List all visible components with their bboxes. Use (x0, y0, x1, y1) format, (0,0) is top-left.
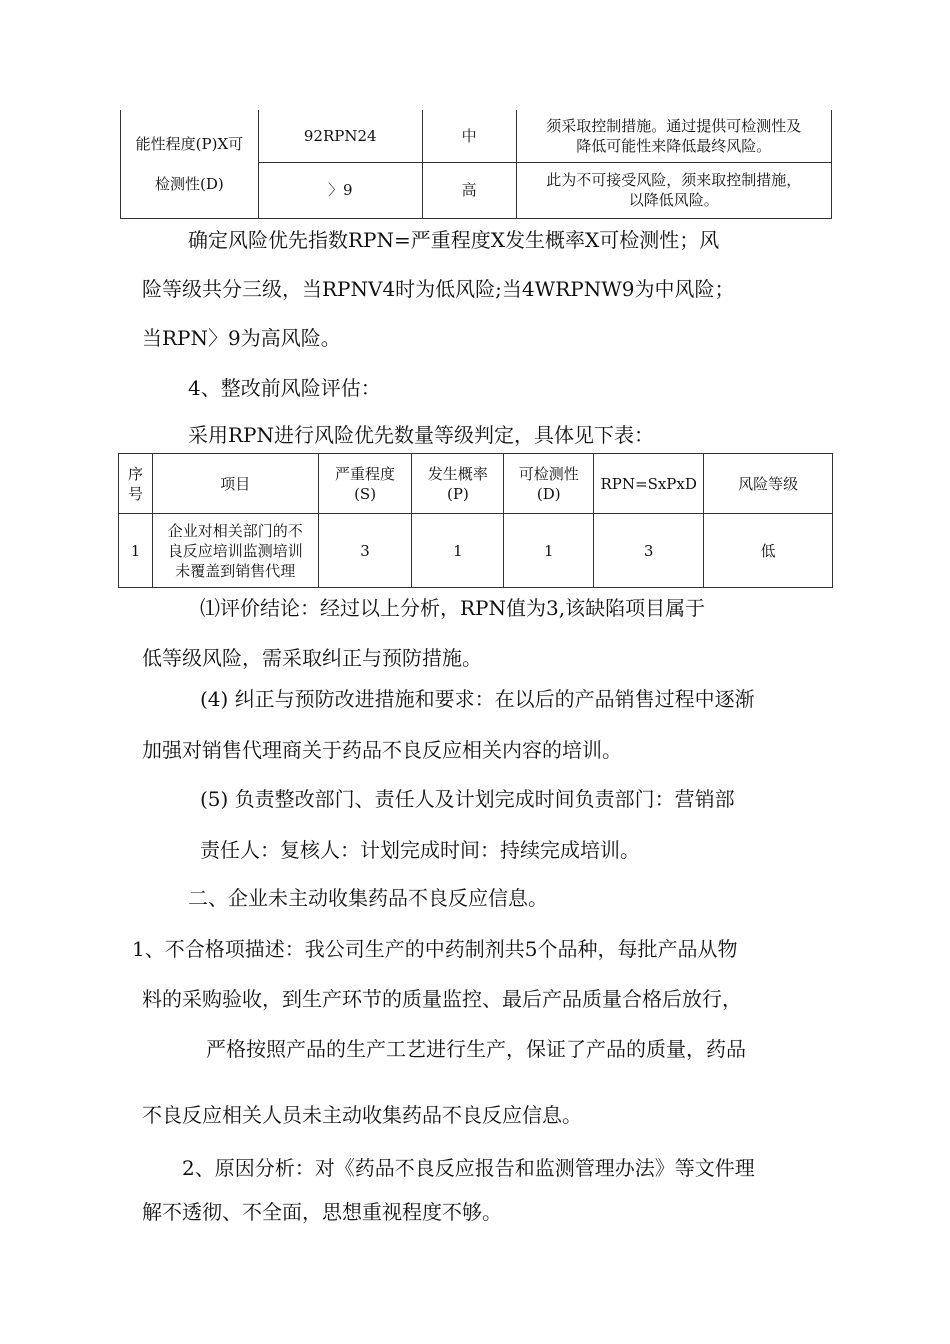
section-heading: 二、企业未主动收集药品不良反应信息。 (188, 886, 548, 910)
header-probability-line: (P) (447, 484, 469, 503)
paragraph-line: 当RPN〉9为高风险。 (142, 326, 341, 350)
section-heading: 4、整改前风险评估： (188, 376, 381, 400)
paragraph-line: 解不透彻、不全面，思想重视程度不够。 (142, 1200, 502, 1224)
paragraph-line: ⑴评价结论：经过以上分析，RPN值为3,该缺陷项目属于 (200, 596, 706, 620)
header-seq (119, 454, 153, 514)
paragraph-line: 采用RPN进行风险优先数量等级判定，具体见下表： (188, 423, 655, 447)
measure-line: 须采取控制措施。通过提供可检测性及 (546, 116, 802, 135)
cell-seq: 1 (119, 514, 153, 588)
header-seq-line: 号 (127, 484, 143, 503)
header-detectability (504, 454, 594, 514)
cell-severity: 3 (318, 514, 412, 588)
criteria-label-line2: 检测性(D) (155, 174, 224, 193)
header-severity-line: 严重程度 (335, 464, 396, 483)
cell-risk-level: 低 (704, 514, 833, 588)
paragraph-line: (4) 纠正与预防改进措施和要求：在以后的产品销售过程中逐渐 (200, 687, 755, 711)
paragraph-line: 料的采购验收，到生产环节的质量监控、最后产品质量合格后放行， (142, 987, 742, 1011)
risk-assessment-table (118, 453, 833, 588)
header-risk-level: 风险等级 (704, 454, 833, 514)
header-probability-line: 发生概率 (427, 464, 488, 483)
cell-item-line: 企业对相关部门的不 (167, 521, 303, 540)
header-probability (412, 454, 504, 514)
rpn-range-cell: 92RPN24 (258, 110, 422, 162)
risk-level-table (120, 110, 832, 219)
paragraph-line: 加强对销售代理商关于药品不良反应相关内容的培训。 (142, 738, 622, 762)
criteria-label-line1: 能性程度(P)X可 (135, 134, 244, 153)
risk-level-cell: 中 (422, 110, 516, 162)
cell-item-line: 未覆盖到销售代理 (175, 561, 296, 580)
cell-rpn: 3 (594, 514, 704, 588)
header-detectability-line: 可检测性 (518, 464, 579, 483)
header-severity (318, 454, 412, 514)
measure-line: 以降低风险。 (628, 191, 719, 209)
paragraph-line: (5) 负责整改部门、责任人及计划完成时间负责部门：营销部 (200, 787, 735, 811)
paragraph-line: 低等级风险，需采取纠正与预防措施。 (142, 646, 482, 670)
header-severity-line: (S) (354, 484, 377, 503)
paragraph-line: 责任人：复核人：计划完成时间：持续完成培训。 (200, 838, 640, 862)
header-item: 项目 (152, 454, 318, 514)
measure-line: 降低可能性来降低最终风险。 (576, 136, 772, 155)
cell-probability: 1 (412, 514, 504, 588)
cell-item (152, 514, 318, 588)
cell-detectability: 1 (504, 514, 594, 588)
measure-cell (516, 162, 832, 218)
paragraph-line: 不良反应相关人员未主动收集药品不良反应信息。 (142, 1103, 582, 1127)
rpn-range-cell: 〉9 (258, 162, 422, 218)
paragraph-line: 严格按照产品的生产工艺进行生产，保证了产品的质量，药品 (206, 1037, 746, 1061)
measure-line: 此为不可接受风险，须来取控制措施， (546, 171, 802, 189)
measure-cell (516, 110, 832, 162)
header-rpn: RPN=SxPxD (594, 454, 704, 514)
cell-item-line: 良反应培训监测培训 (167, 541, 303, 560)
header-detectability-line: (D) (536, 484, 561, 503)
paragraph-line: 险等级共分三级，当RPNV4时为低风险;当4WRPNW9为中风险； (142, 277, 735, 301)
risk-criteria-label (121, 110, 259, 218)
paragraph-line: 2、原因分析：对《药品不良反应报告和监测管理办法》等文件理 (182, 1156, 755, 1180)
header-seq-line: 序 (127, 464, 143, 483)
paragraph-line: 确定风险优先指数RPN=严重程度X发生概率X可检测性；风 (188, 228, 720, 252)
paragraph-line: 1、不合格项描述：我公司生产的中药制剂共5个品种，每批产品从物 (132, 937, 738, 961)
risk-level-cell: 高 (422, 162, 516, 218)
